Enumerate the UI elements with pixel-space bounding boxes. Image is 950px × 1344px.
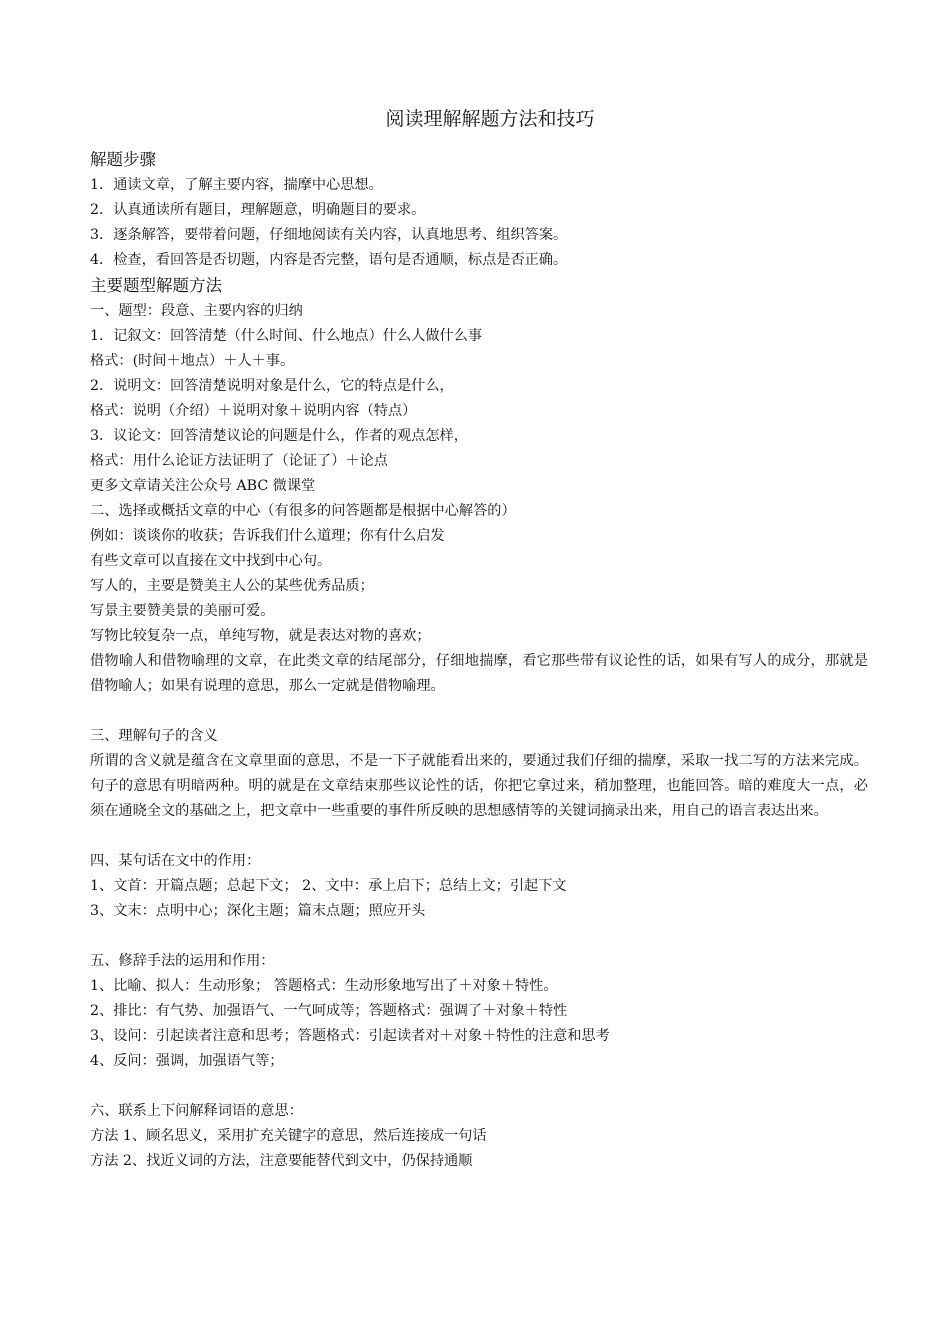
section-2-line: 有些文章可以直接在文中找到中心句。 xyxy=(90,553,332,569)
section-1-line: 格式：用什么论证方法证明了（论证了）＋论点 xyxy=(90,453,388,469)
section-2-line: 写人的，主要是赞美主人公的某些优秀品质； xyxy=(90,578,374,594)
section-6-line: 方法 1、顾名思义，采用扩充关键字的意思，然后连接成一句话 xyxy=(90,1128,487,1144)
section-1-line: 3．议论文：回答清楚议论的问题是什么，作者的观点怎样， xyxy=(90,428,468,444)
section-1-line: 格式：(时间＋地点）＋人＋事。 xyxy=(90,353,295,369)
section-5-heading: 五、修辞手法的运用和作用： xyxy=(90,953,275,969)
section-2-paragraph: 借物喻人和借物喻理的文章，在此类文章的结尾部分，仔细地揣摩，看它那些带有议论性的话，如果有写人的成分，那就是借物喻人；如果有说理的意思，那么一定就是借物喻理。 xyxy=(90,653,868,694)
section-3-heading: 三、理解句子的含义 xyxy=(90,728,218,744)
steps-item: 1．通读文章，了解主要内容，揣摩中心思想。 xyxy=(90,177,383,193)
spacer xyxy=(90,699,868,724)
spacer xyxy=(90,1074,868,1099)
steps-heading: 解题步骤 xyxy=(90,150,156,169)
section-6-line: 方法 2、找近义词的方法，注意要能替代到文中，仍保持通顺 xyxy=(90,1153,473,1169)
spacer xyxy=(90,924,868,949)
section-1-line: 格式：说明（介绍）＋说明对象＋说明内容（特点） xyxy=(90,403,417,419)
section-6-heading: 六、联系上下问解释词语的意思： xyxy=(90,1103,303,1119)
section-4-heading: 四、某句话在文中的作用： xyxy=(90,853,261,869)
spacer xyxy=(90,824,868,849)
section-3-paragraph: 所谓的含义就是蕴含在文章里面的意思，不是一下子就能看出来的，要通过我们仔细的揣摩，采取一找二写的方法来完成。句子的意思有明暗两种。明的就是在文章结束那些议论性的话，你把它拿过来，稍加整理，也能回答。暗的难度大一点，必须在通晓全文的基础之上，把文章中一些重要的事件所反映的思想感情等的关键词摘录出来，用自己的语言表达出来。 xyxy=(90,753,868,819)
steps-item: 4．检查，看回答是否切题，内容是否完整，语句是否通顺，标点是否正确。 xyxy=(90,252,568,268)
section-5-line: 3、设问：引起读者注意和思考；答题格式：引起读者对＋对象＋特性的注意和思考 xyxy=(90,1028,610,1044)
section-4-line: 1、文首：开篇点题；总起下文； 2、文中：承上启下；总结上文；引起下文 xyxy=(90,878,567,894)
section-2-line: 写景主要赞美景的美丽可爱。 xyxy=(90,603,275,619)
section-2-line: 写物比较复杂一点，单纯写物，就是表达对物的喜欢； xyxy=(90,628,431,644)
document-title: 阅读理解解题方法和技巧 xyxy=(385,108,595,130)
section-4-line: 3、文末：点明中心；深化主题；篇末点题；照应开头 xyxy=(90,903,426,919)
section-2-heading: 二、选择或概括文章的中心（有很多的问答题都是根据中心解答的） xyxy=(90,503,516,519)
section-5-line: 4、反问：强调，加强语气等； xyxy=(90,1053,284,1069)
section-1-line: 1．记叙文：回答清楚（什么时间、什么地点）什么人做什么事 xyxy=(90,328,483,344)
steps-item: 2．认真通读所有题目，理解题意，明确题目的要求。 xyxy=(90,202,426,218)
section-5-line: 2、排比：有气势、加强语气、一气呵成等；答题格式：强调了＋对象＋特性 xyxy=(90,1003,568,1019)
section-2-line: 例如：谈谈你的收获；告诉我们什么道理；你有什么启发 xyxy=(90,528,445,544)
document-body xyxy=(90,147,868,1174)
promo-line: 更多文章请关注公众号 ABC 微课堂 xyxy=(90,478,316,494)
section-1-line: 2．说明文：回答清楚说明对象是什么，它的特点是什么， xyxy=(90,378,454,394)
methods-heading: 主要题型解题方法 xyxy=(90,276,222,295)
steps-item: 3．逐条解答，要带着问题，仔细地阅读有关内容，认真地思考、组织答案。 xyxy=(90,227,568,243)
section-1-heading: 一、题型：段意、主要内容的归纳 xyxy=(90,303,303,319)
section-5-line: 1、比喻、拟人：生动形象； 答题格式：生动形象地写出了＋对象＋特性。 xyxy=(90,978,558,994)
